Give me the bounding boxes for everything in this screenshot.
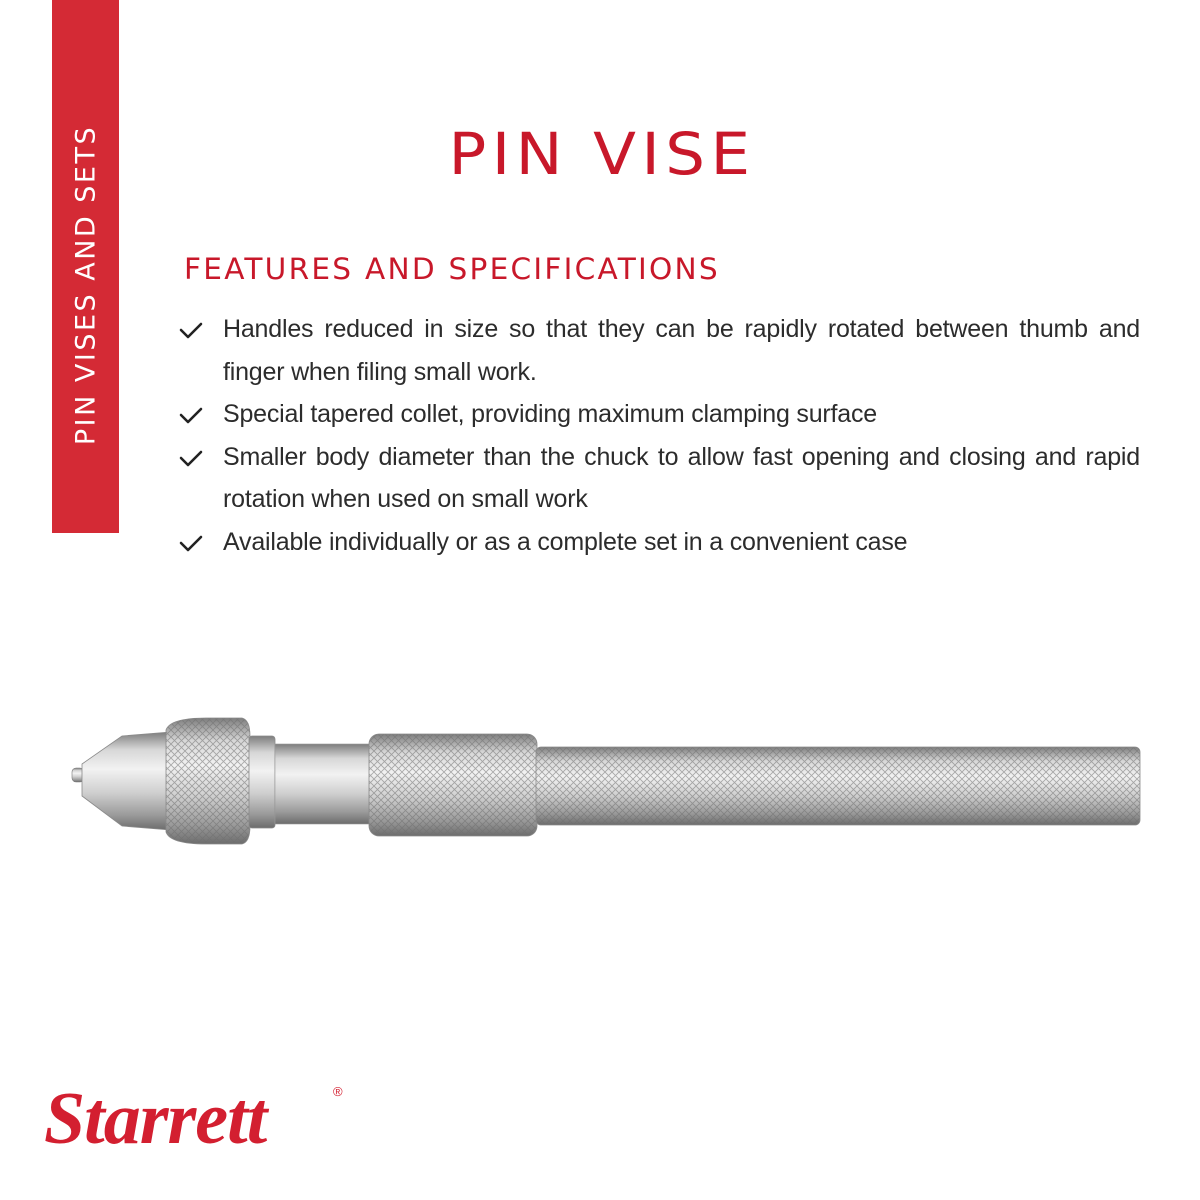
feature-list (178, 308, 1140, 563)
collet-nose (82, 732, 170, 830)
brand-name: Starrett (44, 1078, 267, 1160)
registered-mark: ® (333, 1084, 343, 1099)
feature-item (178, 521, 1140, 564)
check-icon (178, 533, 204, 553)
brand-logo (44, 1078, 343, 1160)
check-icon (178, 320, 204, 340)
feature-text: Smaller body diameter than the chuck to allow fast opening and closing and rapid rotation when used on small work (223, 442, 1140, 513)
body-neck (275, 744, 371, 824)
page-title: PIN VISE (448, 120, 756, 188)
section-heading: FEATURES AND SPECIFICATIONS (184, 252, 720, 286)
side-banner (52, 0, 119, 533)
check-icon (178, 405, 204, 425)
feature-item (178, 436, 1140, 521)
feature-item (178, 308, 1140, 393)
feature-text: Available individually or as a complete set in a convenient case (223, 527, 908, 556)
side-banner-label: PIN VISES AND SETS (70, 124, 101, 446)
feature-item (178, 393, 1140, 436)
pin-vise-illustration (66, 716, 1156, 861)
feature-text: Special tapered collet, providing maximum clamping surface (223, 400, 877, 428)
feature-text: Handles reduced in size so that they can be rapidly rotated between thumb and finger when filing small work. (223, 315, 1140, 386)
chuck-ring (249, 736, 275, 828)
check-icon (178, 448, 204, 468)
